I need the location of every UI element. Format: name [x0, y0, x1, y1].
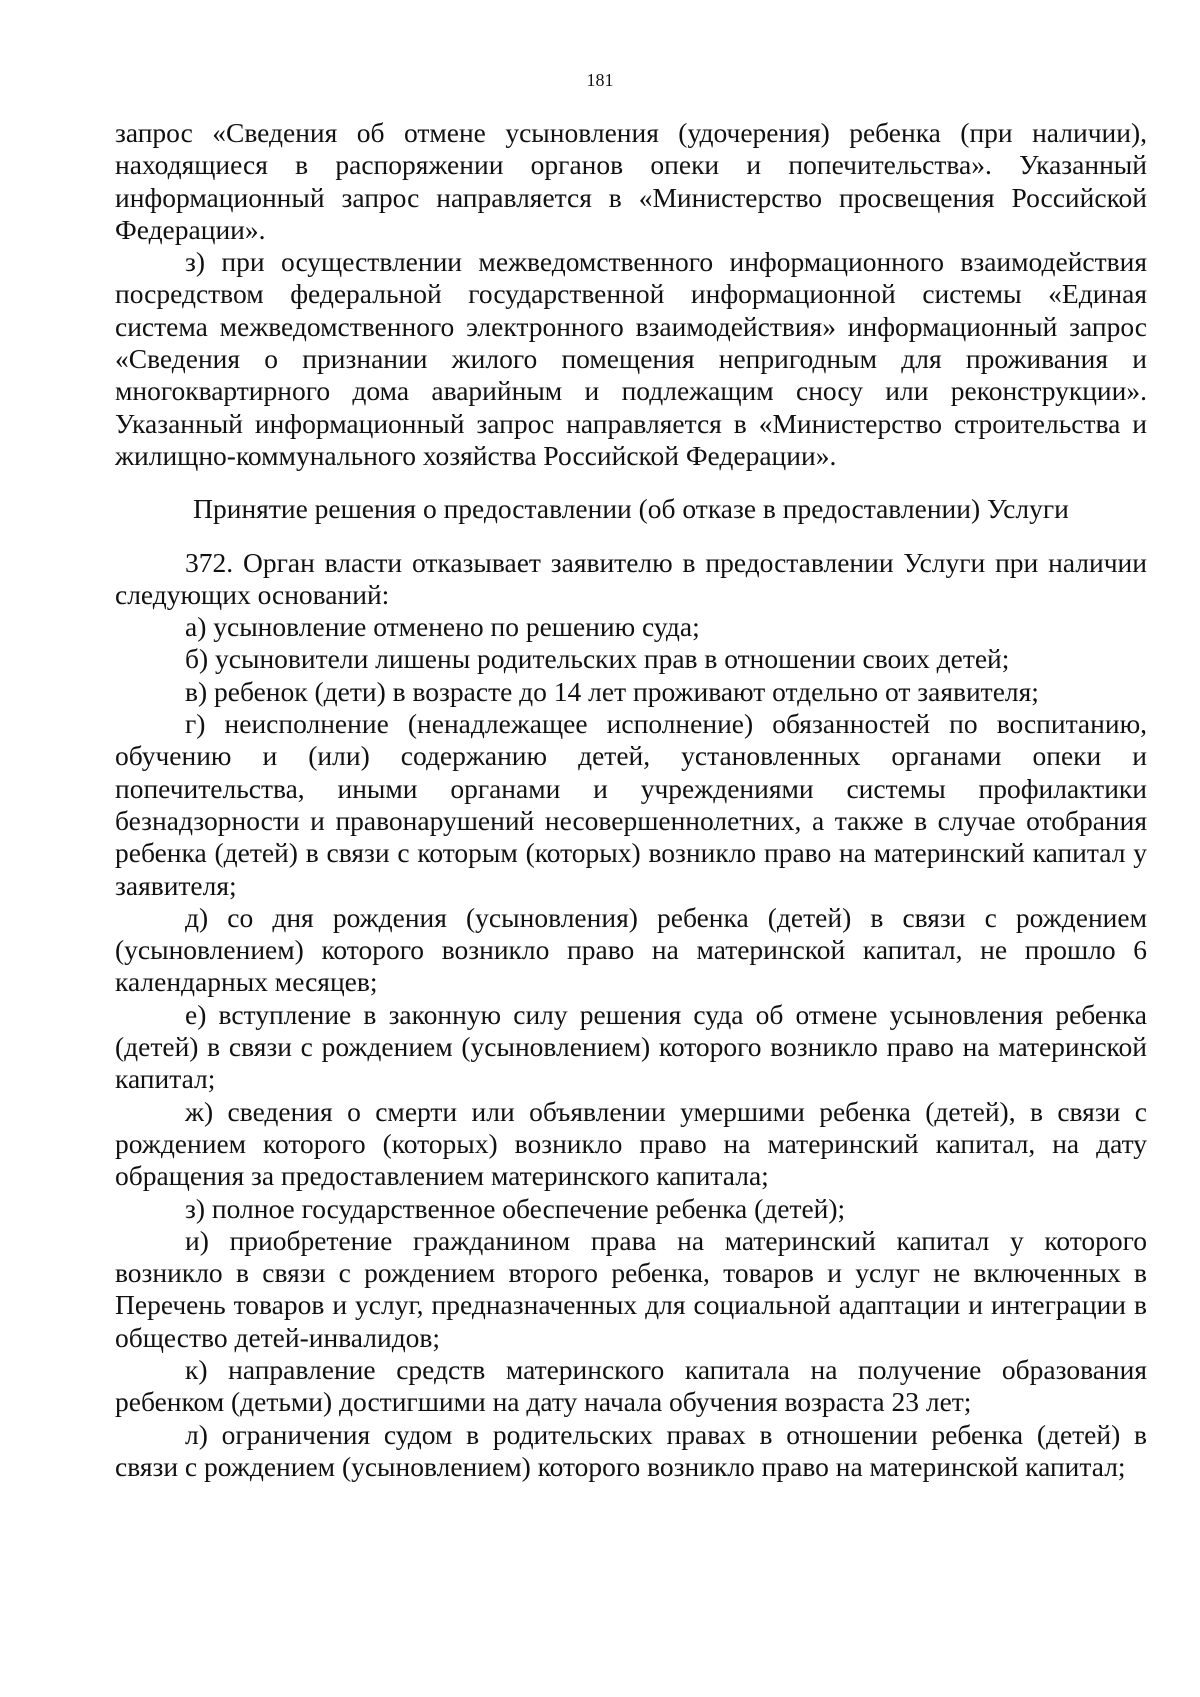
section-heading: Принятие решения о предоставлении (об отказе в предоставлении) Услуги	[193, 493, 1069, 525]
page-number: 181	[586, 70, 614, 90]
list-item-zh: ж) сведения о смерти или объявлении умершими ребенка (детей), в связи с рождением которого (которых) возникло право на материнский капитал, на дату обращения за предоставлением материнского капитала;	[115, 1095, 1147, 1192]
list-item-d: д) со дня рождения (усыновления) ребенка (детей) в связи с рождением (усыновлением) которого возникло право на материнской капитал, не прошло 6 календарных месяцев;	[115, 901, 1147, 998]
list-item-z: з) полное государственное обеспечение ребенка (детей);	[185, 1192, 846, 1224]
list-item-l: л) ограничения судом в родительских правах в отношении ребенка (детей) в связи с рождением (усыновлением) которого возникло право на материнской капитал;	[115, 1418, 1147, 1482]
list-item-b: б) усыновители лишены родительских прав в отношении своих детей;	[185, 643, 1010, 675]
list-item-a: а) усыновление отменено по решению суда;	[185, 611, 700, 643]
paragraph-372: 372. Орган власти отказывает заявителю в предоставлении Услуги при наличии следующих оснований:	[115, 546, 1147, 610]
list-item-i: и) приобретение гражданином права на материнский капитал у которого возникло в связи с рождением второго ребенка, товаров и услуг не включенных в Перечень товаров и услуг, предназначенных для социальной адаптации и интеграции в общество детей-инвалидов;	[115, 1224, 1147, 1353]
list-item-v: в) ребенок (дети) в возрасте до 14 лет проживают отдельно от заявителя;	[185, 675, 1039, 707]
list-item-k: к) направление средств материнского капитала на получение образования ребенком (детьми) достигшими на дату начала обучения возраста 23 лет;	[115, 1353, 1147, 1418]
list-item-e: е) вступление в законную силу решения суда об отмене усыновления ребенка (детей) в связи с рождением (усыновлением) которого возникло право на материнской капитал;	[115, 998, 1147, 1095]
paragraph-item-z-request: з) при осуществлении межведомственного информационного взаимодействия посредством федеральной государственной информационной системы «Единая система межведомственного электронного взаимодействия» информационный запрос «Сведения о признании жилого помещения непригодным для проживания и многоквартирного дома аварийным и подлежащим сносу или реконструкции». Указанный информационный запрос направляется в «Министерство строительства и жилищно-коммунального хозяйства Российской Федерации».	[115, 246, 1147, 471]
paragraph-continued-request: запрос «Сведения об отмене усыновления (удочерения) ребенка (при наличии), находящиеся в распоряжении органов опеки и попечительства». Указанный информационный запрос направляется в «Министерство просвещения Российской Федерации».	[115, 117, 1147, 245]
list-item-g: г) неисполнение (ненадлежащее исполнение) обязанностей по воспитанию, обучению и (или) содержанию детей, установленных органами опеки и попечительства, иными органами и учреждениями системы профилактики безнадзорности и правонарушений несовершеннолетних, а также в случае отобрания ребенка (детей) в связи с которым (которых) возникло право на материнский капитал у заявителя;	[115, 708, 1147, 901]
document-body	[115, 117, 1147, 1483]
